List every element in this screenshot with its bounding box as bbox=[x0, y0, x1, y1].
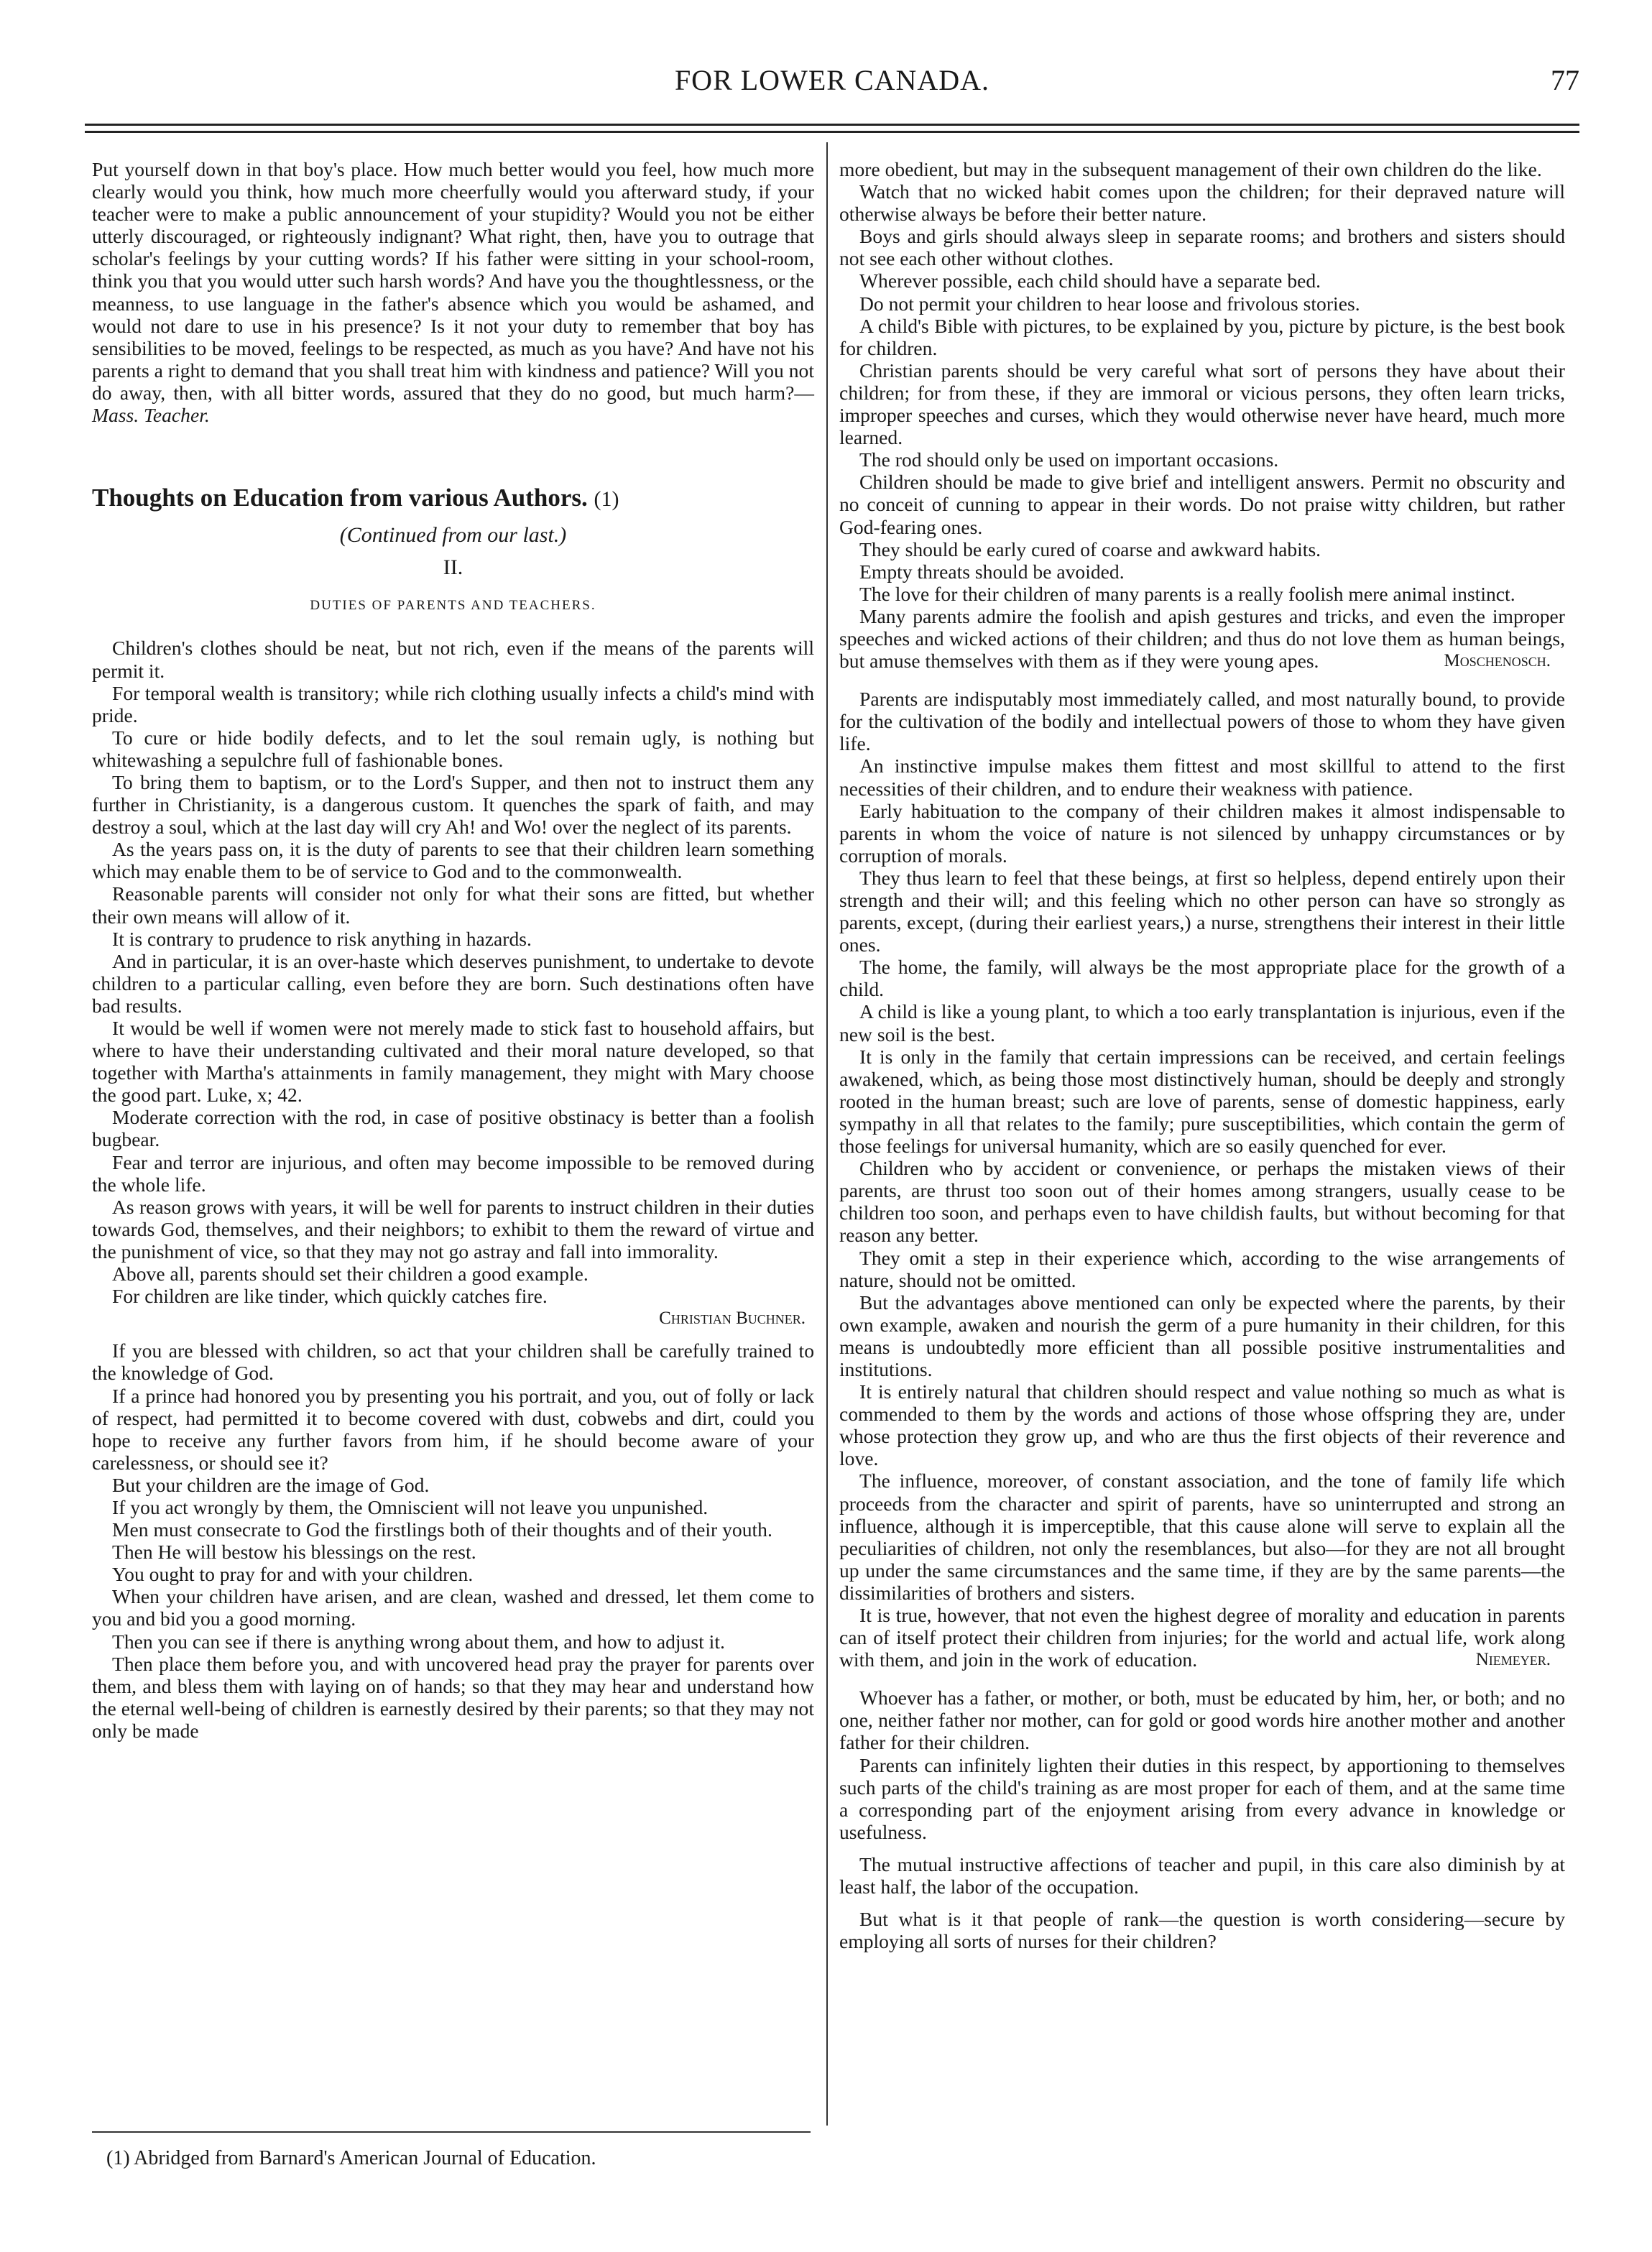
paragraph: Wherever possible, each child should have a separate bed. bbox=[859, 269, 1321, 292]
paragraph: But the advantages above mentioned can only be expected where the parents, by their own example, awaken and nourish the germ of a pure humanity in their children, for this means is undoubtedly more efficient than all possible positive instrumentalities and institutions. bbox=[839, 1291, 1565, 1380]
footnote-rule bbox=[92, 2131, 811, 2133]
paragraph: To bring them to baptism, or to the Lord's Supper, and then not to instruct them any further in Christianity, is a dangerous custom. It quenches the spark of faith, and may destroy a soul, which at the last day will cry Ah! and Wo! over the neglect of its parents. bbox=[92, 770, 814, 839]
author-signature-buchner: Christian Buchner. bbox=[659, 1309, 806, 1329]
continued-note: (Continued from our last.) bbox=[339, 523, 567, 548]
paragraph: Above all, parents should set their children a good example. bbox=[112, 1263, 589, 1286]
paragraph: An instinctive impulse makes them fittest and most skillful to attend to the first necessities of their children, and to endure their weakness with patience. bbox=[839, 754, 1565, 800]
paragraph: The influence, moreover, of constant association, and the tone of family life which proceeds from the character and spirit of parents, have so uninterrupted and strong an influence, although it is imperceptible, that this cause alone will serve to explain all the peculiarities of children, not only the resemblances, but also—for they are not all brought up under the same circumstances and the same time, if they are by the same parents—the dissimilarities of brothers and sisters. bbox=[839, 1469, 1565, 1604]
paragraph: Children's clothes should be neat, but not rich, even if the means of the parents will permit it. bbox=[92, 637, 814, 682]
paragraph: If you act wrongly by them, the Omniscient will not leave you unpunished. bbox=[112, 1495, 709, 1518]
part-number: II. bbox=[443, 555, 463, 580]
paragraph: Early habituation to the company of their children makes it almost indispensable to parents in whom the voice of nature is not silenced by unhappy circumstances or by corruption of morals. bbox=[839, 799, 1565, 867]
header-rule-bottom bbox=[85, 131, 1579, 133]
paragraph: Then you can see if there is anything wrong about them, and how to adjust it. bbox=[112, 1630, 725, 1653]
paragraph: The rod should only be used on important occasions. bbox=[859, 448, 1279, 471]
page-number: 77 bbox=[1551, 64, 1579, 96]
article-footnote-ref: (1) bbox=[594, 487, 619, 512]
paragraph: And in particular, it is an over-haste which deserves punishment, to undertake to devote children to a particular calling, even before they are born. Such destinations often have bad results. bbox=[92, 949, 814, 1017]
paragraph: Empty threats should be avoided. bbox=[859, 560, 1125, 583]
paragraph: They omit a step in their experience which, according to the wise arrangements of nature, should not be omitted. bbox=[839, 1246, 1565, 1291]
paragraph: A child is like a young plant, to which a too early transplantation is injurious, even if the new soil is the best. bbox=[839, 1000, 1565, 1046]
paragraph: Parents are indisputably most immediately called, and most naturally bound, to provide for the cultivation of the bodily and intellectual powers of those to whom they have given life. bbox=[839, 688, 1565, 755]
paragraph: Christian parents should be very careful what sort of persons they have about their children; for from these, if they are immoral or vicious persons, they often learn tricks, improper speeches and curses, which they would otherwise never have heard, much more learned. bbox=[839, 359, 1565, 449]
paragraph: Reasonable parents will consider not only for what their sons are fitted, but whether their own means will allow of it. bbox=[92, 882, 814, 928]
paragraph: For temporal wealth is transitory; while rich clothing usually infects a child's mind with pride. bbox=[92, 681, 814, 726]
article-title: Thoughts on Education from various Authors. (1) bbox=[92, 484, 619, 512]
right-column bbox=[839, 158, 1565, 1952]
paragraph: It is only in the family that certain impressions can be received, and certain feelings awakened, which, as being those most distinctively human, should be deeply and strongly rooted in the human breast; such are love of parents, sense of domestic happiness, early sympathy in all that relates to the family; pure susceptibilities, which contain the germ of those feelings for universal humanity, which are so easily quenched for ever. bbox=[839, 1045, 1565, 1158]
paragraph: They thus learn to feel that these beings, at first so helpless, depend entirely upon their strength and their will; and this feeling which no other person can have so strongly as parents, except, (during their earliest years,) a nurse, strengthens their interest in their little ones. bbox=[839, 866, 1565, 956]
paragraph: It would be well if women were not merely made to stick fast to household affairs, but where to have their understanding cultivated and their moral nature developed, so that together with Martha's attainments in family management, they might with Mary choose the good part. Luke, x; 42. bbox=[92, 1017, 814, 1107]
intro-source: Mass. Teacher. bbox=[92, 404, 210, 427]
paragraph: As the years pass on, it is the duty of parents to see that their children learn something which may enable them to be of service to God and to the commonwealth. bbox=[92, 838, 814, 883]
final-section bbox=[839, 1686, 1565, 1952]
continuation-section bbox=[839, 158, 1565, 672]
footnote: (1) Abridged from Barnard's American Journal of Education. bbox=[106, 2147, 596, 2169]
paragraph: They should be early cured of coarse and awkward habits. bbox=[859, 537, 1321, 560]
paragraph: Watch that no wicked habit comes upon the children; for their depraved nature will otherwise always be before their better nature. bbox=[839, 180, 1565, 226]
section-heading: DUTIES OF PARENTS AND TEACHERS. bbox=[310, 598, 596, 614]
blessed-section bbox=[92, 1339, 814, 1742]
paragraph: If a prince had honored you by presenting you his portrait, and you, out of folly or lack of respect, had permitted it to become covered with dust, cobwebs and dirt, could you hope to receive any further favors from him, if he should become aware of your carelessness, or should see it? bbox=[92, 1384, 814, 1474]
running-head bbox=[85, 63, 1579, 99]
paragraph: If you are blessed with children, so act that your children shall be carefully trained to the knowledge of God. bbox=[92, 1339, 814, 1385]
paragraph: Fear and terror are injurious, and often may become impossible to be removed during the whole life. bbox=[92, 1150, 814, 1196]
paragraph: Do not permit your children to hear loose and frivolous stories. bbox=[859, 292, 1360, 315]
paragraph: The mutual instructive affections of teacher and pupil, in this care also diminish by at least half, the labor of the occupation. bbox=[839, 1852, 1565, 1898]
paragraph: Then He will bestow his blessings on the rest. bbox=[112, 1541, 476, 1564]
column-divider bbox=[826, 142, 828, 2126]
paragraph: It is contrary to prudence to risk anything in hazards. bbox=[112, 927, 532, 950]
left-column bbox=[92, 158, 814, 1742]
paragraph: Then place them before you, and with uncovered head pray the prayer for parents over them, and bless them with laying on of hands; so that they may hear and understand how the eternal well-being of children is earnestly desired by their parents; so that they may not only be made bbox=[92, 1652, 814, 1742]
header-rule-top bbox=[85, 124, 1579, 126]
paragraph: Moderate correction with the rod, in case of positive obstinacy is better than a foolish bugbear. bbox=[92, 1106, 814, 1151]
paragraph: But your children are the image of God. bbox=[112, 1473, 430, 1496]
paragraph: The home, the family, will always be the most appropriate place for the growth of a child. bbox=[839, 956, 1565, 1001]
paragraph: It is true, however, that not even the highest degree of morality and education in parents can of itself protect their children from injuries; for the world and actual life, work along with them, and join in the work of education. Niemeyer. bbox=[839, 1604, 1565, 1671]
paragraph: Men must consecrate to God the firstlings both of their thoughts and of their youth. bbox=[112, 1518, 772, 1541]
author-signature-moschenosch: Moschenosch. bbox=[1444, 651, 1551, 671]
niemeyer-section bbox=[839, 688, 1565, 1671]
paragraph: Children who by accident or convenience, or perhaps the mistaken views of their parents, are thrust too soon out of their homes among strangers, usually cease to be children too soon, and perhaps even to have childish faults, but without becoming for that reason any better. bbox=[839, 1157, 1565, 1247]
paragraph: It is entirely natural that children should respect and value nothing so much as what is commended to them by the words and actions of those whose offspring they are, under whose protection they grow up, and who are thus the first objects of their reverence and love. bbox=[839, 1380, 1565, 1470]
paragraph: Parents can infinitely lighten their duties in this respect, by apportioning to themselves such parts of the child's training as are most proper for each of them, and at the same time a corresponding part of the enjoyment arising from every advance in knowledge or usefulness. bbox=[839, 1753, 1565, 1843]
paragraph: Boys and girls should always sleep in separate rooms; and brothers and sisters should not see each other without clothes. bbox=[839, 225, 1565, 270]
paragraph: Whoever has a father, or mother, or both, must be educated by him, her, or both; and no one, neither father nor mother, can for gold or good words hire another mother and another father for their children. bbox=[839, 1686, 1565, 1754]
paragraph: As reason grows with years, it will be well for parents to instruct children in their duties towards God, themselves, and their neighbors; to exhibit to them the reward of virtue and the punishment of vice, so that they may not go astray and fall into immorality. bbox=[92, 1195, 814, 1263]
paragraph: more obedient, but may in the subsequent management of their own children do the like. bbox=[839, 158, 1542, 180]
paragraph: Children should be made to give brief and intelligent answers. Permit no obscurity and no conceit of cunning to appear in their words. Do not praise witty children, but rather God-fearing ones. bbox=[839, 471, 1565, 538]
paragraph: But what is it that people of rank—the question is worth considering—secure by employing all sorts of nurses for their children? bbox=[839, 1908, 1565, 1953]
paragraph: To cure or hide bodily defects, and to let the soul remain ugly, is nothing but whitewashing a sepulchre full of fashionable bones. bbox=[92, 726, 814, 771]
intro-paragraph: Put yourself down in that boy's place. How much better would you feel, how much more clearly would you think, how much more cheerfully would you afterward study, if your teacher were to make a public announcement of your stupidity? Would you not be either utterly discouraged, or righteously indignant? What right, then, have you to outrage that scholar's feelings by your cutting words? If his father were sitting in your school-room, think you that you would utter such harsh words? And have you the thoughtlessness, or the meanness, to use language in the father's absence which you would be ashamed, and would not dare to use in his presence? Is it not your duty to remember that boy has sensibilities to be moved, feelings to be respected, as much as you have? And have not his parents a right to demand that you shall treat him with kindness and patience? Will you not do away, then, with all bitter words, assured that they do no good, but much harm?—Mass. Teacher. bbox=[92, 158, 814, 427]
buchner-section bbox=[92, 637, 814, 1329]
paragraph: You ought to pray for and with your children. bbox=[112, 1563, 474, 1586]
paragraph: The love for their children of many parents is a really foolish mere animal instinct. bbox=[859, 582, 1515, 605]
running-title: FOR LOWER CANADA. bbox=[674, 64, 990, 96]
paragraph: For children are like tinder, which quickly catches fire. bbox=[112, 1285, 548, 1308]
paragraph: Many parents admire the foolish and apish gestures and tricks, and even the improper speeches and wicked actions of their children; and thus do not love them as human beings, but amuse themselves with them as if they were young apes. Moschenosch. bbox=[839, 604, 1565, 673]
author-signature-niemeyer: Niemeyer. bbox=[1475, 1650, 1551, 1670]
paragraph: A child's Bible with pictures, to be explained by you, picture by picture, is the best book for children. bbox=[839, 314, 1565, 359]
paragraph: When your children have arisen, and are clean, washed and dressed, let them come to you and bid you a good morning. bbox=[92, 1585, 814, 1630]
